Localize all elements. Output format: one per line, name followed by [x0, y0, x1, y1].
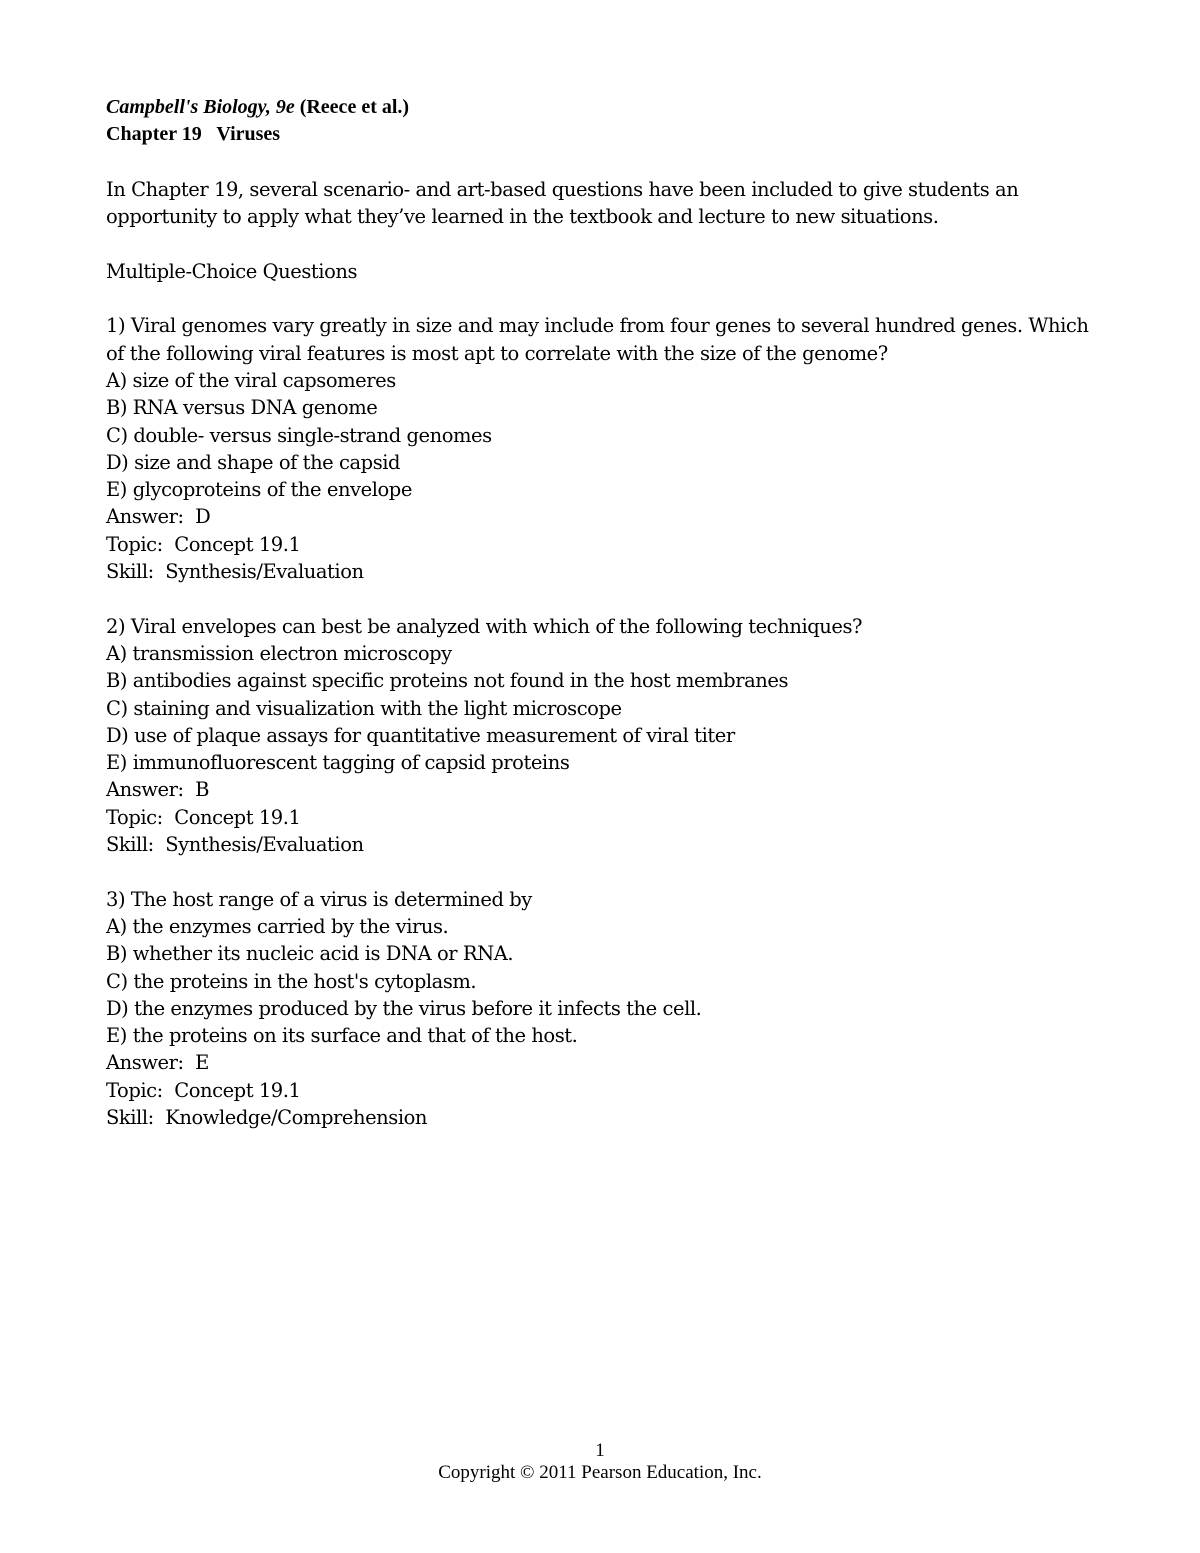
- section-heading: Multiple-Choice Questions: [106, 259, 358, 283]
- answer-option: D) size and shape of the capsid: [106, 450, 401, 474]
- spacer: [106, 149, 1106, 176]
- answer-option: E) the proteins on its surface and that of the host.: [106, 1024, 578, 1048]
- chapter-title: Chapter 19 Viruses: [106, 123, 281, 146]
- page-number: 1: [595, 1440, 605, 1461]
- question-1: [106, 312, 1106, 585]
- spacer: [106, 585, 1106, 612]
- question-2: [106, 613, 1106, 859]
- topic-label: Topic: Concept 19.1: [106, 1078, 301, 1102]
- skill-label: Skill: Synthesis/Evaluation: [106, 833, 364, 857]
- answer-option: A) size of the viral capsomeres: [106, 368, 396, 392]
- question-3: [106, 886, 1106, 1132]
- question-stem-line: 2) Viral envelopes can best be analyzed with which of the following techniques?: [106, 614, 863, 638]
- topic-label: Topic: Concept 19.1: [106, 805, 301, 829]
- question-stem-line: 3) The host range of a virus is determined by: [106, 887, 532, 911]
- question-stem-line: of the following viral features is most apt to correlate with the size of the genome?: [106, 341, 888, 365]
- answer-option: C) double- versus single-strand genomes: [106, 423, 492, 447]
- answer-option: B) RNA versus DNA genome: [106, 396, 378, 420]
- intro-line-2: opportunity to apply what they’ve learned in the textbook and lecture to new situations.: [106, 205, 939, 229]
- answer-key: Answer: D: [106, 505, 211, 529]
- answer-option: D) the enzymes produced by the virus before it infects the cell.: [106, 996, 702, 1020]
- answer-key: Answer: E: [106, 1051, 209, 1075]
- spacer: [106, 285, 1106, 312]
- answer-option: A) the enzymes carried by the virus.: [106, 914, 449, 938]
- topic-label: Topic: Concept 19.1: [106, 532, 301, 556]
- answer-option: B) whether its nucleic acid is DNA or RNA.: [106, 942, 514, 966]
- copyright-notice: Copyright © 2011 Pearson Education, Inc.: [438, 1462, 762, 1483]
- page-content: [106, 94, 1106, 1131]
- answer-option: C) the proteins in the host's cytoplasm.: [106, 969, 477, 993]
- answer-option: E) immunofluorescent tagging of capsid proteins: [106, 751, 570, 775]
- spacer: [106, 858, 1106, 885]
- answer-option: E) glycoproteins of the envelope: [106, 478, 412, 502]
- answer-option: A) transmission electron microscopy: [106, 641, 452, 665]
- question-stem-line: 1) Viral genomes vary greatly in size and may include from four genes to several hundred genes. Which: [106, 314, 1089, 338]
- spacer: [106, 230, 1106, 257]
- skill-label: Skill: Knowledge/Comprehension: [106, 1105, 428, 1129]
- answer-key: Answer: B: [106, 778, 209, 802]
- answer-option: D) use of plaque assays for quantitative measurement of viral titer: [106, 723, 735, 747]
- book-authors: (Reece et al.): [294, 96, 410, 118]
- answer-option: B) antibodies against specific proteins not found in the host membranes: [106, 669, 788, 693]
- skill-label: Skill: Synthesis/Evaluation: [106, 560, 364, 584]
- book-title-line: [106, 94, 1106, 121]
- intro-line-1: In Chapter 19, several scenario- and art-based questions have been included to give students an: [106, 177, 1019, 201]
- answer-option: C) staining and visualization with the light microscope: [106, 696, 622, 720]
- book-title: Campbell's Biology, 9e: [106, 96, 295, 118]
